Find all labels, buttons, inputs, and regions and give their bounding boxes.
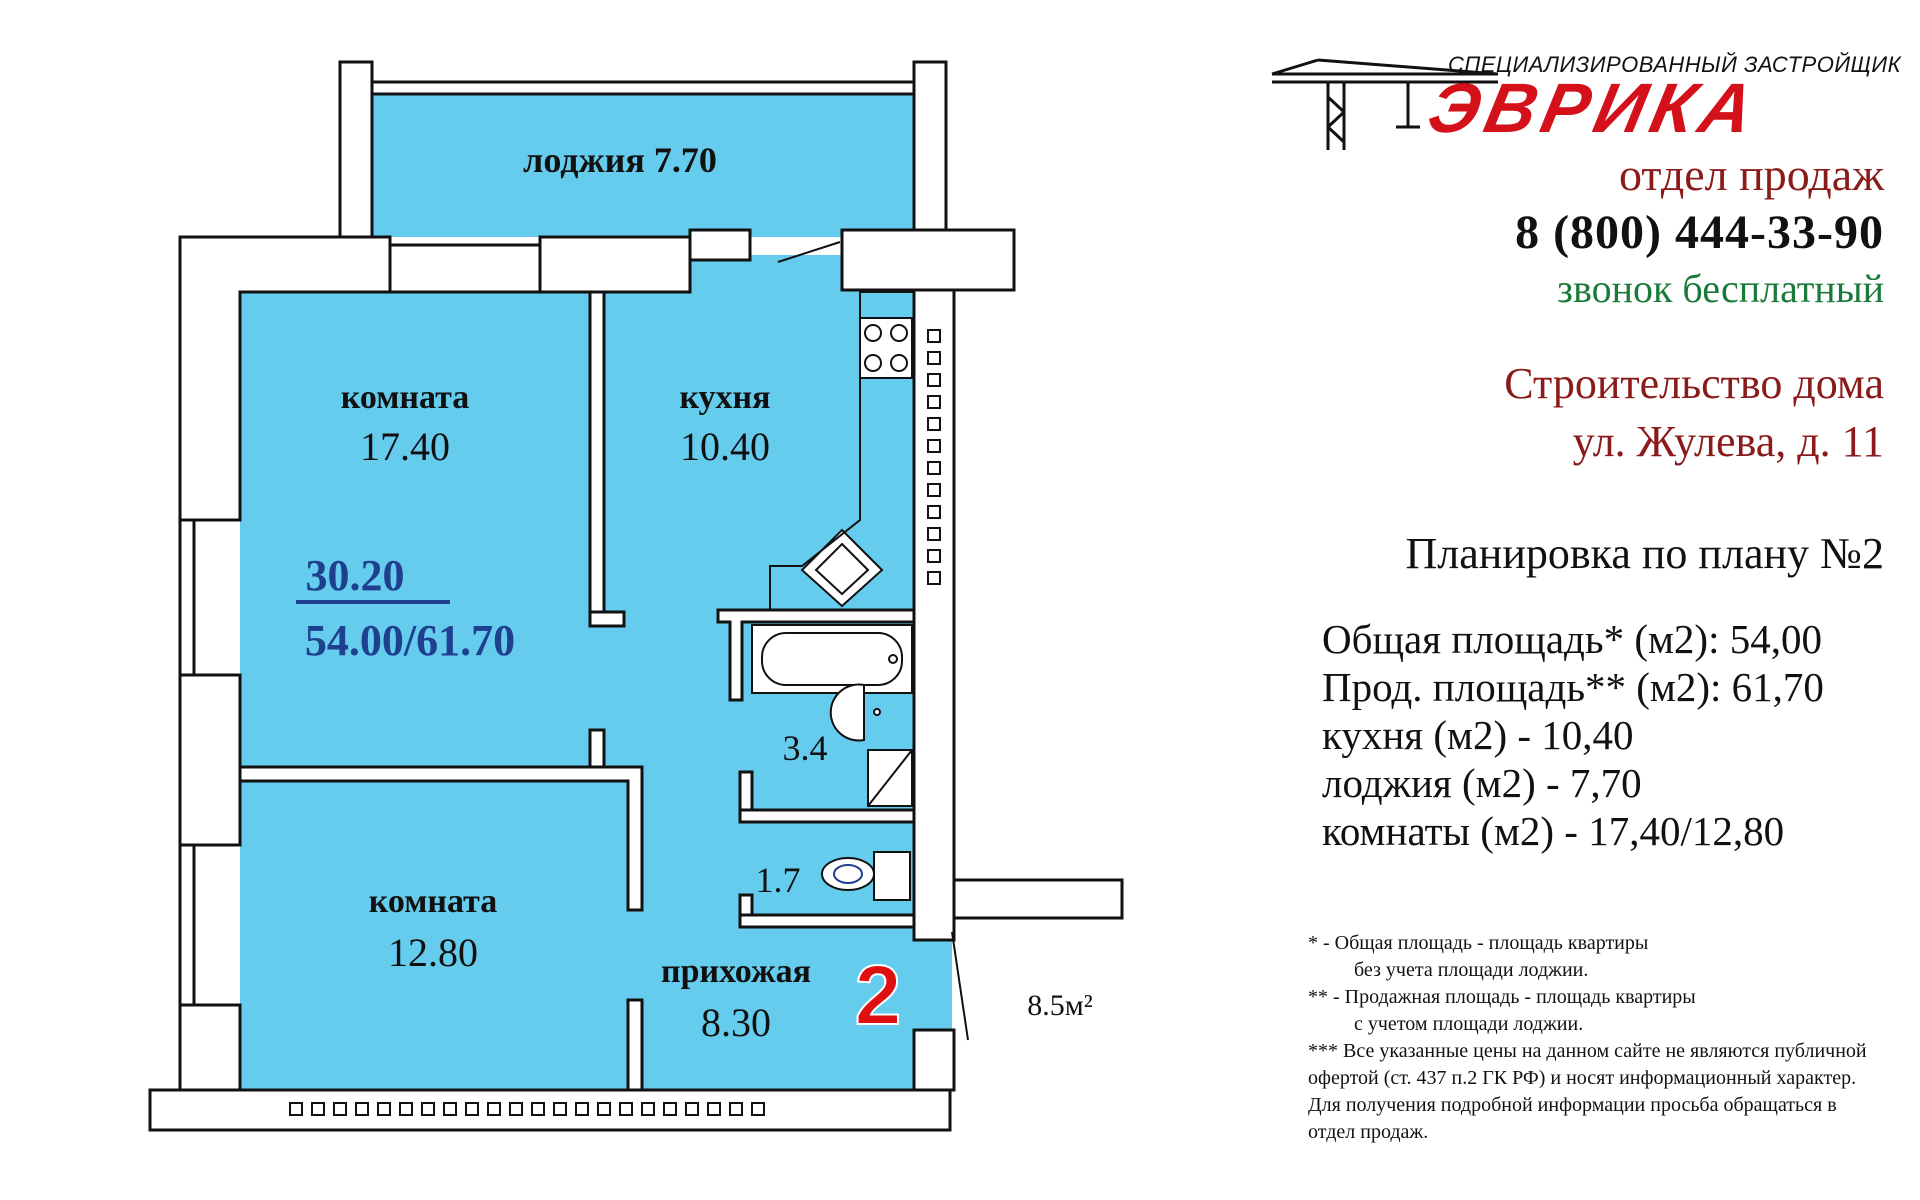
room1-area: 17.40 <box>360 424 450 469</box>
kitchen-name: кухня <box>679 379 771 416</box>
total-area-value: 54.00/61.70 <box>304 616 516 665</box>
wall-left-4 <box>180 1005 240 1095</box>
construction-address <box>1504 355 1884 471</box>
room2-area: 12.80 <box>388 930 478 975</box>
wall-loggia-left <box>340 62 372 237</box>
wall-left-3 <box>180 845 194 1005</box>
note1-line2: без учета площади лоджии. <box>1354 959 1589 981</box>
area-stats <box>1322 615 1824 855</box>
stat-loggia: лоджия (м2) - 7,70 <box>1322 760 1642 806</box>
partition-bath-wc <box>740 810 914 822</box>
wall-right-top <box>842 230 1014 290</box>
logo-name: ЭВРИКА <box>1421 69 1766 147</box>
partition-room1-kitchen <box>590 292 604 612</box>
wall-right-2 <box>914 1030 954 1090</box>
window-room1 <box>390 245 540 292</box>
free-call-note: звонок бесплатный <box>1557 266 1884 311</box>
loggia-label: лоджия 7.70 <box>523 140 717 180</box>
landing-area: 8.5м² <box>1027 989 1093 1022</box>
landing-area <box>912 940 952 1030</box>
hall-name: прихожая <box>661 953 811 990</box>
wall-right-stub <box>954 880 1122 918</box>
kitchen-area: 10.40 <box>680 424 770 469</box>
room1-name: комната <box>340 379 470 416</box>
partition-wc-hall <box>740 915 914 927</box>
wall-left-2 <box>180 675 240 845</box>
window-kitchen <box>690 230 750 260</box>
plan-title: Планировка по плану №2 <box>1405 529 1884 578</box>
room1-area <box>240 292 594 767</box>
construction-line2: ул. Жулева, д. 11 <box>1572 417 1884 466</box>
phone-number[interactable]: 8 (800) 444-33-90 <box>1515 206 1884 259</box>
wall-left-1 <box>180 520 194 675</box>
shower-tray-icon <box>868 750 912 806</box>
living-area-value: 30.20 <box>305 551 405 600</box>
wall-right-1 <box>914 290 954 940</box>
partition-room2-bottom <box>628 1000 642 1090</box>
loggia-top-rail <box>372 82 914 94</box>
bath-area: 3.4 <box>782 728 828 768</box>
bathtub-icon <box>752 625 912 693</box>
stat-total-area: Общая площадь* (м2): 54,00 <box>1322 616 1822 662</box>
hall-area: 8.30 <box>701 1000 771 1045</box>
note1-line1: * - Общая площадь - площадь квартиры <box>1308 932 1649 954</box>
logo-subtitle: СПЕЦИАЛИЗИРОВАННЫЙ ЗАСТРОЙЩИК <box>1448 52 1902 77</box>
room2-name: комната <box>368 883 498 920</box>
apartment-number: 2 <box>854 948 902 1042</box>
wc-area: 1.7 <box>755 860 801 900</box>
stat-kitchen: кухня (м2) - 10,40 <box>1322 712 1634 758</box>
partition-stub-1 <box>590 612 624 626</box>
note2-line2: с учетом площади лоджии. <box>1354 1013 1584 1035</box>
stat-sale-area: Прод. площадь** (м2): 61,70 <box>1322 664 1824 710</box>
construction-line1: Строительство дома <box>1504 359 1884 408</box>
stove-icon <box>860 318 912 378</box>
wall-bottom <box>150 1090 950 1130</box>
note3: *** Все указанные цены на данном сайте не являются публичной офертой (ст. 437 п.2 ГК РФ) и носят информационный характер. Для получения подробной информации просьба обращаться в отдел продаж. <box>1308 1040 1867 1143</box>
sales-department: отдел продаж <box>1618 149 1884 200</box>
wall-mid-top <box>540 237 690 292</box>
footnotes <box>1308 930 1888 1146</box>
stat-rooms: комнаты (м2) - 17,40/12,80 <box>1322 808 1785 854</box>
note2-line1: ** - Продажная площадь - площадь квартиры <box>1308 986 1696 1008</box>
wall-loggia-right <box>914 62 946 237</box>
